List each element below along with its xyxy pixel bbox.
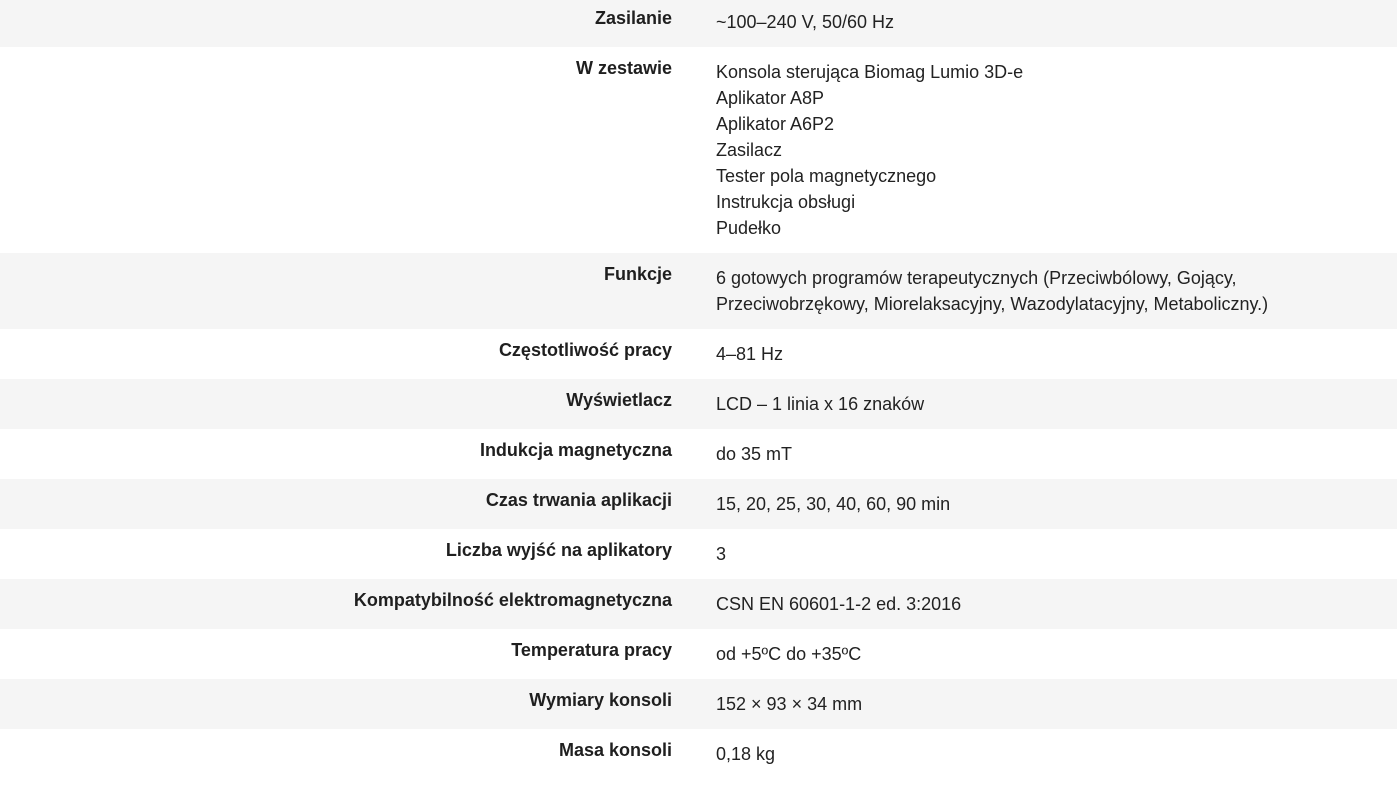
spec-value-line: CSN EN 60601-1-2 ed. 3:2016 [716, 594, 962, 614]
spec-value [672, 679, 1353, 729]
spec-value-line: Przeciwobrzękowy, Miorelaksacyjny, Wazodylatacyjny, Metaboliczny.) [716, 294, 1269, 314]
spec-label: Indukcja magnetyczna [479, 440, 672, 460]
spec-label: Wymiary konsoli [529, 690, 672, 710]
spec-value-line: 152 × 93 × 34 mm [716, 694, 863, 714]
spec-label: Wyświetlacz [566, 390, 672, 410]
spec-value [672, 479, 1353, 529]
spec-label: W zestawie [575, 58, 672, 78]
spec-value-line: Tester pola magnetycznego [716, 166, 937, 186]
spec-row [0, 629, 1397, 679]
spec-value [672, 579, 1353, 629]
spec-row [0, 47, 1397, 253]
spec-value-line: do 35 mT [716, 444, 793, 464]
spec-value [672, 379, 1353, 429]
page-bottom-area [0, 775, 1397, 808]
spec-label: Czas trwania aplikacji [485, 490, 672, 510]
spec-row [0, 529, 1397, 579]
spec-value-line: Zasilacz [716, 140, 783, 160]
spec-row [0, 0, 1397, 47]
spec-value-line: Aplikator A8P [716, 88, 825, 108]
spec-label: Kompatybilność elektromagnetyczna [353, 590, 672, 610]
spec-label: Liczba wyjść na aplikatory [445, 540, 672, 560]
spec-value-line: 0,18 kg [716, 744, 776, 764]
spec-label: Zasilanie [594, 8, 672, 28]
spec-value [672, 729, 1353, 779]
spec-value-line: LCD – 1 linia x 16 znaków [716, 394, 925, 414]
spec-row [0, 579, 1397, 629]
spec-row [0, 253, 1397, 329]
spec-value [672, 0, 1353, 47]
spec-value-line: 4–81 Hz [716, 344, 784, 364]
spec-value [672, 629, 1353, 679]
spec-value-line: Aplikator A6P2 [716, 114, 835, 134]
spec-value-line: ~100–240 V, 50/60 Hz [716, 12, 894, 32]
spec-row [0, 479, 1397, 529]
spec-row [0, 329, 1397, 379]
spec-label: Masa konsoli [558, 740, 672, 760]
spec-value [672, 429, 1353, 479]
spec-value-line: Instrukcja obsługi [716, 192, 856, 212]
spec-value-line: 15, 20, 25, 30, 40, 60, 90 min [716, 494, 951, 514]
spec-value [672, 329, 1353, 379]
spec-row [0, 679, 1397, 729]
spec-row [0, 379, 1397, 429]
spec-value-line: Pudełko [716, 218, 782, 238]
spec-value-line: od +5ºC do +35ºC [716, 644, 862, 664]
spec-value-line: 3 [716, 544, 727, 564]
spec-value-line: 6 gotowych programów terapeutycznych (Przeciwbólowy, Gojący, [716, 268, 1237, 288]
spec-row [0, 729, 1397, 779]
spec-label: Częstotliwość pracy [498, 340, 672, 360]
spec-label: Temperatura pracy [511, 640, 672, 660]
spec-row [0, 429, 1397, 479]
spec-value [672, 529, 1353, 579]
spec-label: Funkcje [603, 264, 672, 284]
spec-value-line: Konsola sterująca Biomag Lumio 3D-e [716, 62, 1024, 82]
spec-value [672, 253, 1353, 329]
spec-value [672, 47, 1353, 253]
